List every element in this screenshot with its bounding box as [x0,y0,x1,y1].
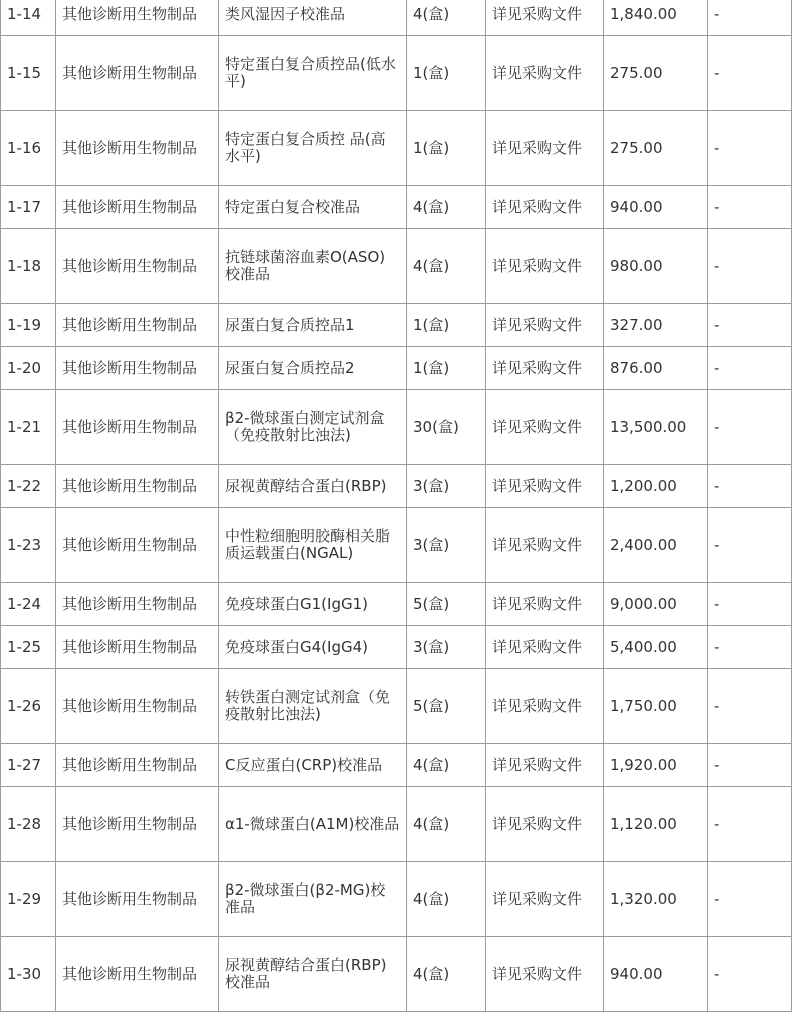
note-cell: - [708,669,792,744]
price-cell: 1,750.00 [604,669,708,744]
price-cell: 980.00 [604,229,708,304]
item-number-cell: 1-25 [1,626,56,669]
item-name-cell: 尿视黄醇结合蛋白(RBP) [219,465,407,508]
item-name-cell: 抗链球菌溶血素O(ASO)校准品 [219,229,407,304]
specification-cell: 详见采购文件 [486,508,604,583]
category-cell: 其他诊断用生物制品 [56,304,219,347]
specification-cell: 详见采购文件 [486,862,604,937]
table-row [1,0,792,36]
category-cell: 其他诊断用生物制品 [56,669,219,744]
item-number-cell: 1-19 [1,304,56,347]
specification-cell: 详见采购文件 [486,787,604,862]
table-row [1,669,792,744]
table-row [1,508,792,583]
category-cell: 其他诊断用生物制品 [56,508,219,583]
quantity-cell: 30(盒) [407,390,486,465]
price-cell: 876.00 [604,347,708,390]
specification-cell: 详见采购文件 [486,744,604,787]
category-cell: 其他诊断用生物制品 [56,787,219,862]
table-row [1,862,792,937]
note-cell: - [708,229,792,304]
price-cell: 2,400.00 [604,508,708,583]
item-number-cell: 1-22 [1,465,56,508]
category-cell: 其他诊断用生物制品 [56,186,219,229]
category-cell: 其他诊断用生物制品 [56,937,219,1012]
item-number-cell: 1-30 [1,937,56,1012]
price-cell: 327.00 [604,304,708,347]
table-row [1,304,792,347]
note-cell: - [708,508,792,583]
item-number-cell: 1-17 [1,186,56,229]
item-name-cell: α1-微球蛋白(A1M)校准品 [219,787,407,862]
item-name-cell: 特定蛋白复合质控品(低水平) [219,36,407,111]
item-number-cell: 1-20 [1,347,56,390]
category-cell: 其他诊断用生物制品 [56,626,219,669]
table-row [1,390,792,465]
table-row [1,186,792,229]
item-name-cell: 尿蛋白复合质控品1 [219,304,407,347]
note-cell: - [708,390,792,465]
category-cell: 其他诊断用生物制品 [56,0,219,36]
price-cell: 1,920.00 [604,744,708,787]
note-cell: - [708,626,792,669]
quantity-cell: 1(盒) [407,304,486,347]
price-cell: 940.00 [604,937,708,1012]
note-cell: - [708,937,792,1012]
item-number-cell: 1-15 [1,36,56,111]
quantity-cell: 4(盒) [407,186,486,229]
table-row [1,111,792,186]
specification-cell: 详见采购文件 [486,36,604,111]
item-name-cell: 类风湿因子校准品 [219,0,407,36]
category-cell: 其他诊断用生物制品 [56,229,219,304]
note-cell: - [708,347,792,390]
item-number-cell: 1-24 [1,583,56,626]
item-number-cell: 1-26 [1,669,56,744]
table-row [1,229,792,304]
note-cell: - [708,36,792,111]
quantity-cell: 4(盒) [407,229,486,304]
specification-cell: 详见采购文件 [486,229,604,304]
category-cell: 其他诊断用生物制品 [56,862,219,937]
category-cell: 其他诊断用生物制品 [56,111,219,186]
item-name-cell: 转铁蛋白测定试剂盒（免疫散射比浊法) [219,669,407,744]
price-cell: 275.00 [604,36,708,111]
category-cell: 其他诊断用生物制品 [56,390,219,465]
item-name-cell: C反应蛋白(CRP)校准品 [219,744,407,787]
item-name-cell: β2-微球蛋白(β2-MG)校准品 [219,862,407,937]
specification-cell: 详见采购文件 [486,390,604,465]
price-cell: 1,320.00 [604,862,708,937]
specification-cell: 详见采购文件 [486,465,604,508]
category-cell: 其他诊断用生物制品 [56,465,219,508]
note-cell: - [708,304,792,347]
note-cell: - [708,862,792,937]
item-name-cell: 中性粒细胞明胶酶相关脂质运载蛋白(NGAL) [219,508,407,583]
note-cell: - [708,744,792,787]
table-row [1,626,792,669]
category-cell: 其他诊断用生物制品 [56,744,219,787]
table-row [1,583,792,626]
note-cell: - [708,0,792,36]
price-cell: 1,200.00 [604,465,708,508]
table-row [1,787,792,862]
quantity-cell: 3(盒) [407,465,486,508]
quantity-cell: 4(盒) [407,0,486,36]
specification-cell: 详见采购文件 [486,669,604,744]
item-number-cell: 1-14 [1,0,56,36]
table-body [1,0,792,1012]
specification-cell: 详见采购文件 [486,626,604,669]
quantity-cell: 3(盒) [407,508,486,583]
item-number-cell: 1-18 [1,229,56,304]
item-name-cell: 尿视黄醇结合蛋白(RBP)校准品 [219,937,407,1012]
table-row [1,347,792,390]
specification-cell: 详见采购文件 [486,347,604,390]
quantity-cell: 3(盒) [407,626,486,669]
item-name-cell: 免疫球蛋白G4(IgG4) [219,626,407,669]
price-cell: 13,500.00 [604,390,708,465]
quantity-cell: 1(盒) [407,36,486,111]
item-number-cell: 1-23 [1,508,56,583]
item-number-cell: 1-27 [1,744,56,787]
note-cell: - [708,787,792,862]
table-row [1,744,792,787]
table-row [1,465,792,508]
category-cell: 其他诊断用生物制品 [56,583,219,626]
category-cell: 其他诊断用生物制品 [56,347,219,390]
price-cell: 5,400.00 [604,626,708,669]
note-cell: - [708,111,792,186]
table-row [1,36,792,111]
price-cell: 1,120.00 [604,787,708,862]
quantity-cell: 5(盒) [407,583,486,626]
price-cell: 940.00 [604,186,708,229]
specification-cell: 详见采购文件 [486,937,604,1012]
specification-cell: 详见采购文件 [486,111,604,186]
quantity-cell: 4(盒) [407,787,486,862]
category-cell: 其他诊断用生物制品 [56,36,219,111]
table-row [1,937,792,1012]
quantity-cell: 1(盒) [407,111,486,186]
specification-cell: 详见采购文件 [486,583,604,626]
price-cell: 275.00 [604,111,708,186]
price-cell: 1,840.00 [604,0,708,36]
item-name-cell: β2-微球蛋白测定试剂盒（免疫散射比浊法) [219,390,407,465]
note-cell: - [708,186,792,229]
quantity-cell: 4(盒) [407,744,486,787]
quantity-cell: 4(盒) [407,862,486,937]
quantity-cell: 4(盒) [407,937,486,1012]
price-cell: 9,000.00 [604,583,708,626]
specification-cell: 详见采购文件 [486,304,604,347]
quantity-cell: 1(盒) [407,347,486,390]
specification-cell: 详见采购文件 [486,0,604,36]
item-number-cell: 1-16 [1,111,56,186]
item-number-cell: 1-28 [1,787,56,862]
item-name-cell: 特定蛋白复合校准品 [219,186,407,229]
item-number-cell: 1-21 [1,390,56,465]
item-number-cell: 1-29 [1,862,56,937]
note-cell: - [708,465,792,508]
specification-cell: 详见采购文件 [486,186,604,229]
item-name-cell: 特定蛋白复合质控 品(高水平) [219,111,407,186]
quantity-cell: 5(盒) [407,669,486,744]
note-cell: - [708,583,792,626]
item-name-cell: 免疫球蛋白G1(IgG1) [219,583,407,626]
item-name-cell: 尿蛋白复合质控品2 [219,347,407,390]
